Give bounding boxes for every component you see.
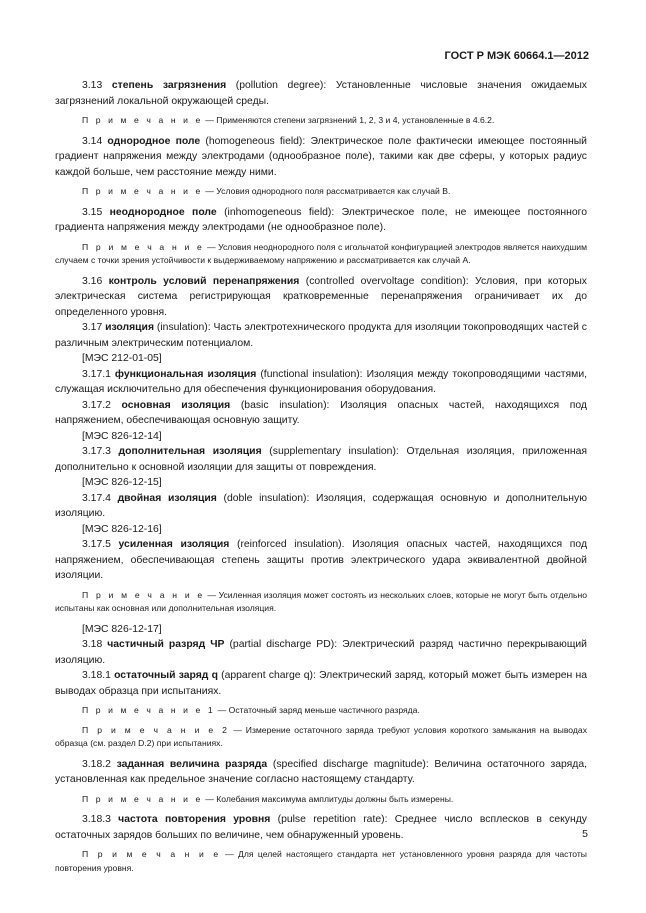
term: усиленная изоляция: [118, 539, 230, 550]
note-label: П р и м е ч а н и е: [82, 241, 205, 252]
note: [55, 793, 587, 807]
note-text: — Усиленная изоляция может состоять из нескольких слоев, которые не могут быть отдельно испытаны как основная или дополнительная изоляция.: [55, 589, 587, 613]
term: функциональная изоляция: [114, 368, 257, 380]
note-text: — Для целей настоящего стандарта нет установленного уровня разряда для частоты повторения уровня.: [55, 849, 587, 873]
clause-number: 3.17.3: [82, 446, 119, 457]
clause-number: 3.18: [82, 639, 108, 650]
note-label: П р и м е ч а н и е 1: [82, 705, 216, 715]
clause-number: 3.18.3: [82, 814, 119, 825]
definition-text: (basic insulation): Изоляция опасных частей, находящихся под напряжением, обеспечивающая основную защиту.: [55, 399, 587, 426]
definition-text: (specified discharge magnitude): Величина остаточного заряда, установленная как предельное значение согласно настоящему стандарту.: [55, 758, 587, 785]
clause-number: 3.17.2: [82, 399, 122, 411]
note: [55, 704, 587, 718]
clause-3-17: [55, 320, 587, 351]
clause-number: 3.17: [82, 322, 106, 333]
definition-text: (inhomogeneous field): Электрическое поле, не имеющее постоянного градиента напряжения между электродами (не однообразное поле).: [55, 206, 587, 233]
term: заданная величина разряда: [116, 758, 268, 770]
definition-text: (functional insulation): Изоляция между токопроводящими частями, служащая исключительно для обеспечения функционирования оборудования.: [55, 368, 588, 395]
clause-number: 3.15: [82, 206, 110, 218]
clause-number: 3.13: [82, 80, 112, 91]
term: частичный разряд ЧР: [107, 639, 225, 650]
note-text: — Колебания максимума амплитуды должны быть измерены.: [202, 793, 454, 804]
clause-3-17-1: [55, 367, 587, 398]
definition-text: (pulse repetition rate): Среднее число всплесков в секунду остаточных зарядов больших по величине, чем обнаруженный уровень.: [55, 814, 588, 841]
clause-3-17-5: [55, 537, 587, 584]
reference: [МЭС 212-01-05]: [82, 353, 162, 364]
term: частота повторения уровня: [118, 814, 271, 825]
note: [55, 114, 587, 128]
clause-number: 3.17.1: [82, 368, 115, 380]
note: [55, 185, 587, 199]
term: двойная изоляция: [117, 492, 217, 504]
note-text: — Остаточный заряд меньше частичного разряда.: [215, 705, 420, 715]
note: [55, 241, 587, 268]
note-text: — Измерение остаточного заряда требуют условия короткого замыкания на выводах образца (см. раздел D.2) при испытаниях.: [55, 724, 587, 748]
term: основная изоляция: [121, 399, 231, 411]
note-text: — Применяются степени загрязнений 1, 2, 3 и 4, установленные в 4.6.2.: [202, 115, 495, 125]
clause-number: 3.17.4: [82, 492, 118, 504]
definition-text: (supplementary insulation): Отдельная изоляция, приложенная дополнительно к основной изоляции для защиты от повреждения.: [55, 446, 587, 473]
reference: [МЭС 826-12-16]: [82, 523, 162, 535]
term: неоднородное поле: [109, 206, 217, 218]
page-number: 5: [582, 828, 588, 840]
clause-number: 3.16: [82, 275, 109, 287]
clause-number: 3.14: [82, 135, 108, 147]
reference: [МЭС 826-12-14]: [82, 430, 162, 442]
definition-text: (homogeneous field): Электрическое поле фактически имеющее постоянный градиент напряжения между электродами (однообразное поле), такими как две сферы, у которых радиус каждой больше, чем расстояние между ними.: [55, 135, 587, 178]
term: однородное поле: [107, 135, 201, 147]
clause-3-13: [55, 78, 587, 109]
definition-text: (apparent charge q): Электрический заряд, который может быть измерен на выводах образца при испытаниях.: [55, 670, 587, 697]
note-label: П р и м е ч а н и е: [82, 186, 203, 196]
term: остаточный заряд q: [114, 670, 218, 681]
clause-3-15: [55, 205, 587, 236]
clause-3-17-3: [55, 444, 587, 475]
document-body: [55, 78, 588, 881]
note-label: П р и м е ч а н и е 2: [82, 724, 230, 735]
clause-3-14: [55, 134, 587, 181]
definition-text: (reinforced insulation). Изоляция опасных частей, находящихся под напряжением, обеспечивающая степень защиты против электрического удара эквивалентной двойной изоляции.: [55, 539, 588, 581]
clause-3-16: [55, 274, 587, 321]
note: [55, 848, 587, 875]
note: [55, 724, 587, 751]
definition-text: (controlled overvoltage condition): Условия, при которых электрическая система регистрирующая кратковременные перенапряжения ограничивает их до определенного уровня.: [55, 275, 587, 318]
clause-3-17-2: [55, 398, 587, 429]
clause-3-17-4: [55, 491, 587, 522]
clause-3-18-2: [55, 757, 587, 788]
definition-text: (insulation): Часть электротехнического продукта для изоляции токопроводящих частей с различным электрическим потенциалом.: [55, 322, 587, 349]
note-label: П р и м е ч а н и е: [82, 793, 203, 804]
clause-number: 3.17.5: [82, 539, 119, 550]
clause-3-18: [55, 637, 587, 668]
document-header: ГОСТ Р МЭК 60664.1—2012: [444, 50, 589, 62]
note-label: П р и м е ч а н и е: [82, 849, 221, 859]
clause-3-18-3: [55, 812, 587, 843]
note-label: П р и м е ч а н и е: [82, 589, 205, 600]
term: контроль условий перенапряжения: [108, 275, 300, 287]
note-text: — Условия неоднородного поля с игольчатой конфигурацией электродов является наихудшим случаем с точки зрения устойчивости к выдерживаемому напряжению и рассматривается как случай А.: [55, 241, 588, 265]
definition-text: (doble insulation): Изоляция, содержащая основную и дополнительную изоляцию.: [55, 492, 587, 519]
note-text: — Условия однородного поля рассматривается как случай В.: [202, 186, 451, 196]
clause-number: 3.18.2: [82, 758, 117, 770]
reference: [МЭС 826-12-15]: [82, 477, 162, 488]
note-label: П р и м е ч а н и е: [82, 115, 203, 125]
definition-text: (pollution degree): Установленные числовые значения ожидаемых загрязнений локальной окружающей среды.: [55, 80, 587, 107]
term: степень загрязнения: [111, 80, 227, 91]
term: изоляция: [105, 322, 155, 333]
term: дополнительная изоляция: [118, 446, 262, 457]
note: [55, 589, 587, 616]
reference: [МЭС 826-12-17]: [82, 623, 162, 635]
clause-number: 3.18.1: [82, 670, 115, 681]
definition-text: (partial discharge PD): Электрический разряд частично перекрывающий изоляцию.: [55, 639, 587, 666]
clause-3-18-1: [55, 668, 587, 699]
